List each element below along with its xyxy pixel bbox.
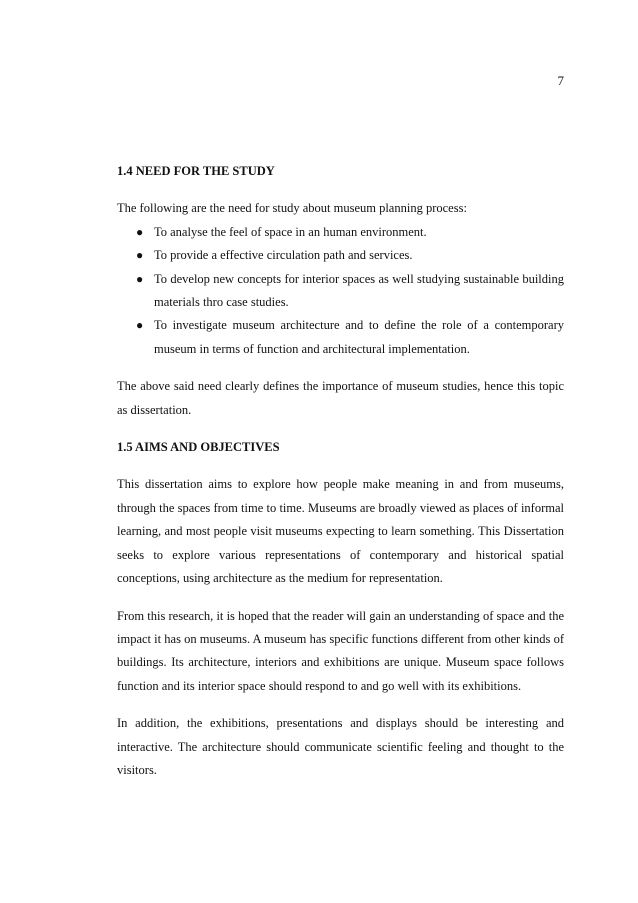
- bullet-icon: ●: [136, 224, 144, 239]
- list-item-text: To develop new concepts for interior spaces as well studying sustainable building materials thro case studies.: [154, 271, 564, 310]
- list-item-text: To provide a effective circulation path and services.: [154, 248, 413, 263]
- bullet-icon: ●: [136, 271, 144, 286]
- list-item: [117, 244, 564, 267]
- document-body: [117, 160, 564, 782]
- list-item: [117, 221, 564, 244]
- list-item: [117, 268, 564, 315]
- bullet-icon: ●: [136, 318, 144, 333]
- aims-paragraph: In addition, the exhibitions, presentations and displays should be interesting and interactive. The architecture should communicate scientific feeling and thought to the visitors.: [117, 716, 564, 777]
- section-heading-aims: 1.5 AIMS AND OBJECTIVES: [117, 440, 280, 455]
- need-conclusion: The above said need clearly defines the importance of museum studies, hence this topic as dissertation.: [117, 379, 564, 417]
- list-item-text: To analyse the feel of space in an human environment.: [154, 224, 427, 239]
- need-intro: The following are the need for study about museum planning process:: [117, 201, 467, 216]
- need-list: [117, 221, 564, 361]
- aims-paragraph: This dissertation aims to explore how people make meaning in and from museums, through the spaces from time to time. Museums are broadly viewed as places of informal learning, and most people visit museums expecting to learn something. This Dissertation seeks to explore various representations of contemporary and historical spatial conceptions, using architecture as the medium for representation.: [117, 477, 564, 586]
- aims-paragraph: From this research, it is hoped that the reader will gain an understanding of space and the impact it has on museums. A museum has specific functions different from other kinds of buildings. Its architecture, interiors and exhibitions are unique. Museum space follows function and its interior space should respond to and go well with its exhibitions.: [117, 608, 564, 693]
- list-item: [117, 314, 564, 361]
- bullet-icon: ●: [136, 248, 144, 263]
- section-heading-need: 1.4 NEED FOR THE STUDY: [117, 164, 275, 178]
- page-number: 7: [557, 73, 564, 88]
- list-item-text: To investigate museum architecture and to define the role of a contemporary museum in terms of function and architectural implementation.: [154, 318, 564, 356]
